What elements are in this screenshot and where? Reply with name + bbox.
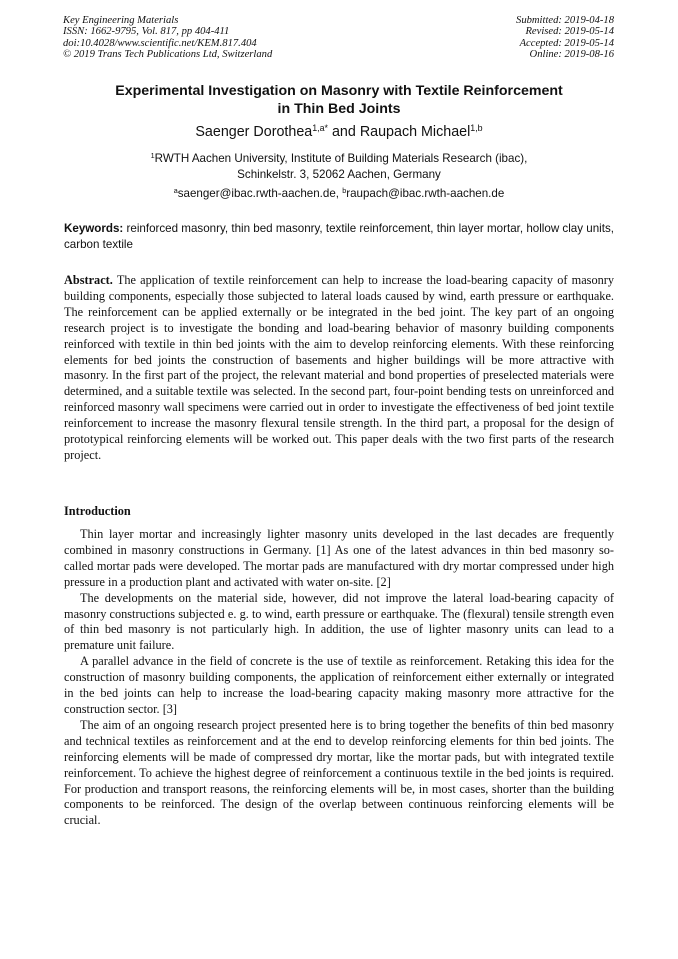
affiliation-line-2: Schinkelstr. 3, 52062 Aachen, Germany bbox=[237, 167, 441, 181]
abstract-text: The application of textile reinforcement can help to increase the load-bearing capacity of masonry building components, especially those subjected to lateral loads caused by wind, earth pressure or earthquake. The reinforcement can be applied externally or be integrated in the bed joint. The key part of an ongoing research project is to investigate the bonding and load-bearing behavior of masonry building components reinforced with textile in thin bed joints with the aim to develop reinforcing elements. With these reinforcing elements for bed joints the construction of basements and higher buildings will be more attractive with masonry. In the first part of the project, the relevant material and bond properties of preselected materials were determined, and a suitable textile was selected. In the second part, four-point bending tests on unreinforced and reinforced masonry wall specimens were carried out in order to investigate the effectiveness of bed joint textile reinforcement to increase the masonry flexural tensile strength. In the third part, a proposal for the design of prototypical reinforcing elements will be worked out. This paper deals with the two first parts of the research project. bbox=[64, 273, 614, 462]
affiliation-line-1: $^1$RWTH Aachen University, Institute of Building Materials Research (ibac), bbox=[150, 151, 528, 165]
email-link[interactable]: raupach@ibac.rwth-aachen.de bbox=[346, 187, 505, 200]
author-affiliation-marker: 1,b bbox=[470, 123, 483, 134]
journal-copyright: © 2019 Trans Tech Publications Ltd, Switzerland bbox=[63, 48, 273, 60]
date-submitted: Submitted: 2019-04-18 bbox=[516, 15, 614, 26]
author-name: Raupach Michael bbox=[359, 124, 471, 140]
email-marker: b bbox=[342, 186, 347, 196]
date-revised: Revised: 2019-05-14 bbox=[525, 26, 614, 38]
title-line-1: Experimental Investigation on Masonry with Textile Reinforcement bbox=[115, 83, 563, 99]
journal-name: Key Engineering Materials bbox=[63, 15, 179, 26]
author-emails bbox=[60, 186, 618, 201]
paper-title bbox=[70, 83, 608, 118]
date-online: Online: 2019-08-16 bbox=[529, 48, 614, 60]
title-line-2: in Thin Bed Joints bbox=[277, 100, 401, 117]
paragraph: A parallel advance in the field of concrete is the use of textile as reinforcement. Retaking this idea for the construction of masonry building components, the application of reinforcement either externally or integrated in the bed joints can help to increase the load-bearing capacity making masonry more attractive for the construction sector. [3] bbox=[64, 654, 614, 716]
abstract bbox=[64, 273, 614, 464]
introduction-body bbox=[64, 527, 614, 829]
section-heading-introduction: Introduction bbox=[64, 504, 131, 518]
author-connector: and bbox=[328, 124, 360, 140]
publication-dates bbox=[516, 15, 614, 60]
keywords-text: reinforced masonry, thin bed masonry, textile reinforcement, thin layer mortar, hollow clay units, carbon textile bbox=[64, 222, 614, 251]
keywords bbox=[64, 221, 614, 252]
journal-doi[interactable]: doi:10.4028/www.scientific.net/KEM.817.404 bbox=[63, 37, 257, 49]
paragraph: The developments on the material side, however, did not improve the lateral load-bearing capacity of masonry constructions subjected e. g. to wind, earth pressure or earthquake. The (flexural) tensile strength even of thin bed masonry is not particularly high. In addition, the use of lighter masonry units can lead to a premature unit failure. bbox=[64, 590, 614, 653]
email-marker: a bbox=[173, 186, 178, 196]
journal-issn: ISSN: 1662-9795, Vol. 817, pp 404-411 bbox=[63, 26, 230, 38]
author-list bbox=[60, 124, 618, 141]
author-affiliation-marker: 1,a* bbox=[312, 123, 328, 134]
email-link[interactable]: saenger@ibac.rwth-aachen.de, bbox=[177, 187, 343, 200]
author-name: Saenger Dorothea bbox=[195, 124, 313, 140]
date-accepted: Accepted: 2019-05-14 bbox=[519, 37, 614, 49]
paragraph: The aim of an ongoing research project presented here is to bring together the benefits of thin bed masonry and technical textiles as reinforcement and at the end to develop reinforcing elements for thin bed joints. The reinforcing elements will be made of compressed dry mortar, like the mortar pads, but with integrated textile reinforcement. To achieve the highest degree of reinforcement a continuous textile in the bed joints is required. For production and transport reasons, the reinforcing elements will be, in most cases, shorter than the building components to be reinforced. The design of the overlap between continuous reinforcing elements will be crucial. bbox=[64, 717, 614, 828]
affiliation bbox=[60, 151, 618, 182]
keywords-label: Keywords: bbox=[64, 222, 124, 235]
paragraph: Thin layer mortar and increasingly lighter masonry units developed in the last decades are frequently combined in masonry constructions in Germany. [1] As one of the latest advances in thin bed masonry so-called mortar pads were developed. The mortar pads are manufactured with dry mortar compressed under high pressure in a production plant and activated with water on-site. [2] bbox=[64, 527, 614, 589]
abstract-label: Abstract. bbox=[64, 273, 113, 287]
journal-info bbox=[63, 15, 272, 60]
affiliation-marker: 1 bbox=[150, 151, 155, 161]
